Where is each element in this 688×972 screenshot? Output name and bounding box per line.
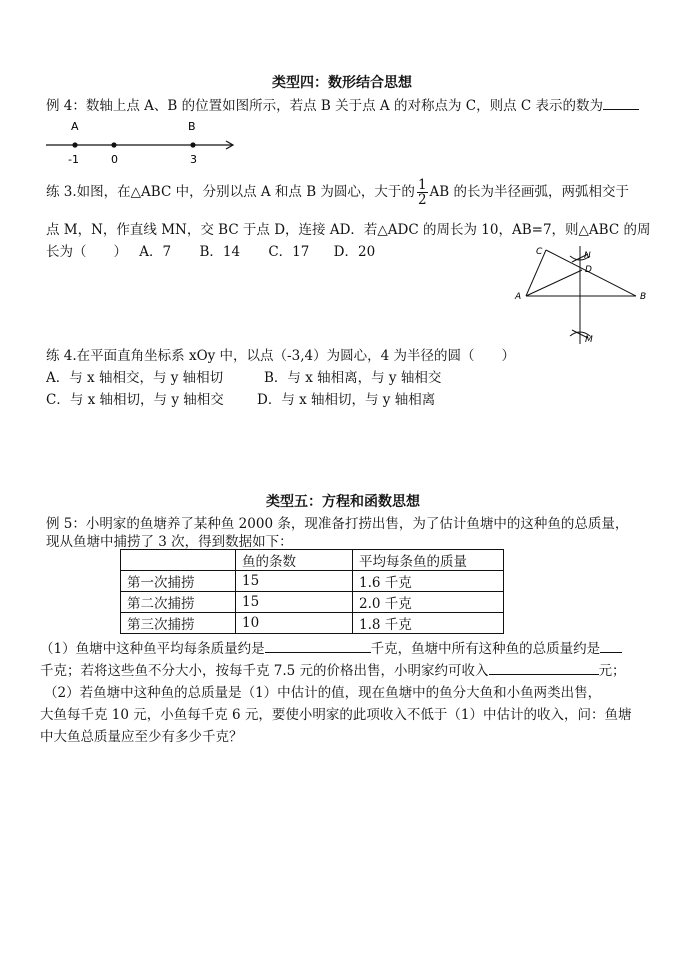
q1-blank-total-mass	[600, 640, 622, 653]
practice3-option-b: B．14	[199, 244, 241, 260]
fraction-numerator: 1	[417, 177, 427, 193]
example5-line1: 例 5：小明家的鱼塘养了某种鱼 2000 条，现准备打捞出售，为了估计鱼塘中的这种鱼的总质量，	[46, 516, 629, 532]
practice3-answer-paren: 长为（ ）	[46, 244, 127, 260]
table-cell: 10	[236, 613, 353, 634]
tri-label-d: D	[585, 265, 592, 275]
example4-text	[46, 94, 639, 114]
tri-label-n: N	[584, 251, 591, 261]
segment-ad	[526, 270, 582, 296]
fraction-denominator: 2	[417, 192, 427, 208]
practice4-option-a: A．与 x 轴相交，与 y 轴相切	[46, 370, 224, 386]
practice3-line3	[46, 240, 375, 260]
q1-blank-income	[489, 662, 599, 675]
table-cell: 1.6 千克	[353, 571, 504, 592]
point-origin	[111, 142, 116, 147]
table-header-row	[121, 550, 504, 571]
practice3-line2: 点 M，N，作直线 MN，交 BC 于点 D，连接 AD．若△ADC 的周长为 10，AB=7，则△ABC 的周	[46, 222, 651, 238]
table-cell: 第二次捕捞	[121, 592, 236, 613]
example4-answer-blank	[603, 97, 639, 110]
label-b: B	[188, 120, 196, 133]
table-row	[121, 613, 504, 634]
practice3-text-b: AB 的长为半径画弧，两弧相交于	[429, 184, 629, 200]
question1-line1	[40, 637, 622, 657]
table-cell: 第三次捕捞	[121, 613, 236, 634]
table-cell: 2.0 千克	[353, 592, 504, 613]
tri-label-a: A	[515, 292, 522, 302]
fish-data-table	[120, 549, 504, 634]
section4-title: 类型四：数形结合思想	[272, 75, 412, 91]
practice3-line1	[46, 178, 629, 207]
table-row	[121, 571, 504, 592]
table-header-cell	[121, 550, 236, 571]
table-header-cell: 平均每条鱼的质量	[353, 550, 504, 571]
tick-origin: 0	[111, 153, 118, 166]
fraction-half	[417, 178, 428, 207]
practice3-option-a: A．7	[139, 244, 172, 260]
q1-text-c: 千克；若将这些鱼不分大小，按每千克 7.5 元的价格出售，小明家约可收入	[40, 663, 489, 679]
q1-text-a: （1）鱼塘中这种鱼平均每条质量约是	[40, 641, 265, 657]
question2-line2: 大鱼每千克 10 元，小鱼每千克 6 元，要使小明家的此项收入不低于（1）中估计的收入，问：鱼塘	[40, 707, 632, 723]
point-b	[190, 142, 195, 147]
table-header-cell: 鱼的条数	[236, 550, 353, 571]
table-cell: 1.8 千克	[353, 613, 504, 634]
table-cell: 15	[236, 592, 353, 613]
practice3-option-d: D．20	[333, 244, 376, 260]
practice4-option-d: D．与 x 轴相切，与 y 轴相离	[257, 392, 436, 408]
practice4-option-b: B．与 x 轴相离，与 y 轴相交	[264, 370, 442, 386]
label-a: A	[71, 120, 79, 133]
triangle-figure	[510, 240, 660, 352]
practice4-option-c: C．与 x 轴相切，与 y 轴相交	[46, 392, 224, 408]
example4-question: 例 4：数轴上点 A、B 的位置如图所示，若点 B 关于点 A 的对称点为 C，则点 C 表示的数为	[46, 98, 603, 114]
question1-line2	[40, 659, 626, 679]
tri-label-c: C	[536, 247, 543, 257]
tri-label-b: B	[640, 292, 647, 302]
table-row	[121, 592, 504, 613]
q1-blank-avg-mass	[265, 640, 371, 653]
section5-title: 类型五：方程和函数思想	[266, 494, 420, 510]
number-line-figure	[40, 114, 240, 166]
question2-line1: （2）若鱼塘中这种鱼的总质量是（1）中估计的值，现在鱼塘中的鱼分大鱼和小鱼两类出售，	[44, 685, 602, 701]
q1-text-b: 千克，鱼塘中所有这种鱼的总质量约是	[370, 641, 601, 657]
point-a	[72, 142, 77, 147]
practice3-option-c: C．17	[268, 244, 310, 260]
example5-line2: 现从鱼塘中捕捞了 3 次，得到数据如下：	[46, 534, 293, 550]
tick-b: 3	[190, 153, 197, 166]
question2-line3: 中大鱼总质量应至少有多少千克？	[40, 729, 243, 745]
practice4-question: 练 4.在平面直角坐标系 xOy 中，以点（-3,4）为圆心，4 为半径的圆（ ）	[46, 348, 515, 364]
tick-a: -1	[68, 153, 79, 166]
tri-label-m: M	[585, 335, 593, 345]
table-cell: 15	[236, 571, 353, 592]
q1-text-d: 元；	[598, 663, 626, 679]
practice3-text-a: 练 3.如图，在△ABC 中，分别以点 A 和点 B 为圆心，大于的	[46, 184, 415, 200]
table-cell: 第一次捕捞	[121, 571, 236, 592]
